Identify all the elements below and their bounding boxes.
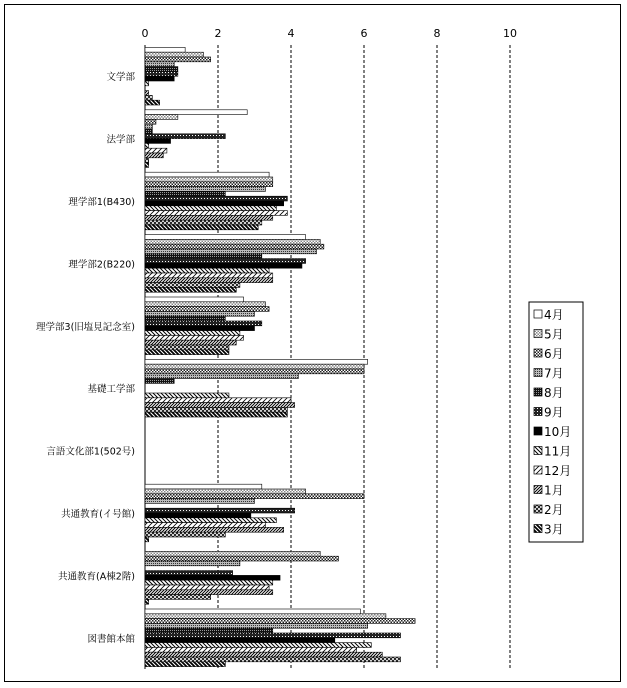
legend-swatch	[534, 349, 542, 357]
bar-5月	[145, 614, 386, 619]
bar-1月	[145, 652, 382, 657]
legend-label: 7月	[544, 366, 564, 381]
bar-1月	[145, 153, 163, 158]
category-label: 共通教育(イ号館)	[61, 509, 135, 520]
category-label: 図書館本館	[87, 633, 135, 645]
bar-9月	[145, 508, 295, 513]
bar-10月	[145, 513, 251, 518]
bar-5月	[145, 115, 178, 120]
bar-1月	[145, 91, 149, 96]
bar-11月	[145, 268, 269, 273]
bar-5月	[145, 177, 273, 182]
legend-label: 5月	[544, 327, 564, 342]
legend-label: 1月	[544, 483, 564, 498]
bar-3月	[145, 412, 287, 417]
bar-3月	[145, 350, 229, 355]
bar-10月	[145, 139, 171, 144]
bar-chart	[5, 5, 622, 683]
bar-4月	[145, 609, 360, 614]
bar-7月	[145, 623, 368, 628]
bar-6月	[145, 369, 364, 374]
bar-4月	[145, 235, 306, 240]
bar-11月	[145, 580, 273, 585]
bar-9月	[145, 259, 306, 264]
bar-7月	[145, 561, 240, 566]
bar-1月	[145, 590, 273, 595]
bar-9月	[145, 571, 233, 576]
bar-9月	[145, 321, 262, 326]
x-tick-label: 10	[503, 27, 517, 40]
bar-4月	[145, 47, 185, 52]
bar-7月	[145, 62, 174, 67]
bar-10月	[145, 638, 335, 643]
bar-12月	[145, 335, 244, 340]
bar-12月	[145, 273, 273, 278]
legend-swatch	[534, 466, 542, 474]
legend-label: 8月	[544, 386, 564, 400]
legend-swatch	[534, 369, 542, 377]
x-tick-label: 6	[360, 27, 368, 40]
category-label: 理学部1(B430)	[68, 197, 135, 208]
legend-label: 3月	[544, 522, 564, 537]
bar-8月	[145, 191, 225, 196]
bar-12月	[145, 585, 269, 590]
bar-2月	[145, 595, 211, 600]
bar-2月	[145, 407, 287, 412]
x-tick-label: 8	[433, 27, 441, 40]
bar-5月	[145, 239, 320, 244]
bar-11月	[145, 518, 276, 523]
chart-frame	[4, 4, 621, 682]
bar-6月	[145, 494, 364, 499]
bar-3月	[145, 225, 258, 230]
bar-6月	[145, 307, 269, 312]
legend-swatch	[534, 310, 542, 318]
bar-7月	[145, 124, 152, 129]
bar-6月	[145, 619, 415, 624]
bar-6月	[145, 119, 156, 124]
bar-8月	[145, 254, 262, 259]
bar-3月	[145, 163, 149, 168]
legend-label: 6月	[544, 347, 564, 361]
category-label: 基礎工学部	[87, 384, 135, 396]
legend-swatch	[534, 388, 542, 396]
bar-5月	[145, 364, 364, 369]
bar-10月	[145, 76, 174, 81]
bar-2月	[145, 158, 149, 163]
bar-10月	[145, 326, 255, 331]
bar-3月	[145, 100, 160, 105]
legend-label: 11月	[544, 444, 572, 459]
x-tick-label: 4	[287, 27, 295, 40]
bar-11月	[145, 393, 229, 398]
bar-5月	[145, 489, 306, 494]
bar-10月	[145, 575, 280, 580]
bar-4月	[145, 297, 244, 302]
bar-4月	[145, 172, 269, 177]
bar-12月	[145, 523, 265, 528]
bar-5月	[145, 52, 203, 57]
bar-7月	[145, 499, 255, 504]
legend-label: 10月	[544, 425, 572, 439]
category-label: 理学部3(旧塩見記念室)	[36, 321, 135, 333]
x-tick-label: 0	[141, 27, 149, 40]
x-tick-label: 2	[214, 27, 222, 40]
bar-8月	[145, 628, 273, 633]
bar-6月	[145, 57, 211, 62]
bar-1月	[145, 278, 273, 283]
legend-swatch	[534, 505, 542, 513]
bar-2月	[145, 345, 229, 350]
legend-label: 12月	[544, 464, 572, 478]
bar-2月	[145, 283, 240, 288]
category-labels	[36, 71, 135, 645]
legend-swatch	[534, 525, 542, 533]
legend	[529, 302, 583, 542]
bar-9月	[145, 196, 287, 201]
bar-2月	[145, 532, 225, 537]
bar-3月	[145, 662, 225, 667]
legend-swatch	[534, 408, 542, 416]
x-axis-ticks	[142, 27, 518, 40]
bar-1月	[145, 527, 284, 532]
bar-9月	[145, 633, 401, 638]
bar-8月	[145, 67, 178, 72]
bar-11月	[145, 206, 276, 211]
bar-4月	[145, 110, 247, 115]
bar-10月	[145, 201, 284, 206]
bar-12月	[145, 647, 357, 652]
bar-8月	[145, 129, 152, 134]
bar-9月	[145, 71, 178, 76]
bar-11月	[145, 643, 371, 648]
legend-swatch	[534, 486, 542, 494]
bar-1月	[145, 215, 273, 220]
bar-7月	[145, 187, 265, 192]
bar-11月	[145, 143, 149, 148]
bar-8月	[145, 316, 225, 321]
legend-swatch	[534, 447, 542, 455]
bar-7月	[145, 311, 255, 316]
bar-2月	[145, 95, 152, 100]
bar-12月	[145, 398, 291, 403]
bar-2月	[145, 220, 262, 225]
bar-7月	[145, 374, 298, 379]
bar-5月	[145, 551, 320, 556]
bar-11月	[145, 81, 149, 86]
legend-label: 2月	[544, 503, 564, 517]
bar-12月	[145, 211, 287, 216]
legend-swatch	[534, 330, 542, 338]
bar-9月	[145, 134, 225, 139]
bar-2月	[145, 657, 401, 662]
legend-label: 9月	[544, 405, 564, 420]
bar-10月	[145, 263, 302, 268]
legend-label: 4月	[544, 308, 564, 322]
bar-1月	[145, 340, 236, 345]
bar-4月	[145, 484, 262, 489]
bar-3月	[145, 287, 236, 292]
bar-7月	[145, 249, 317, 254]
category-label: 言語文化部1(502号)	[46, 446, 135, 458]
bar-1月	[145, 403, 295, 408]
bar-4月	[145, 359, 368, 364]
bars	[145, 47, 415, 666]
bar-12月	[145, 148, 167, 153]
bar-6月	[145, 182, 273, 187]
bar-3月	[145, 599, 149, 604]
bar-5月	[145, 302, 265, 307]
category-label: 法学部	[106, 134, 135, 146]
bar-6月	[145, 556, 338, 561]
bar-6月	[145, 244, 324, 249]
bar-8月	[145, 379, 174, 384]
legend-swatch	[534, 427, 542, 435]
bar-11月	[145, 331, 240, 336]
category-label: 共通教育(A棟2階)	[58, 571, 135, 583]
category-label: 文学部	[106, 72, 135, 84]
category-label: 理学部2(B220)	[68, 259, 135, 271]
bar-3月	[145, 537, 149, 542]
